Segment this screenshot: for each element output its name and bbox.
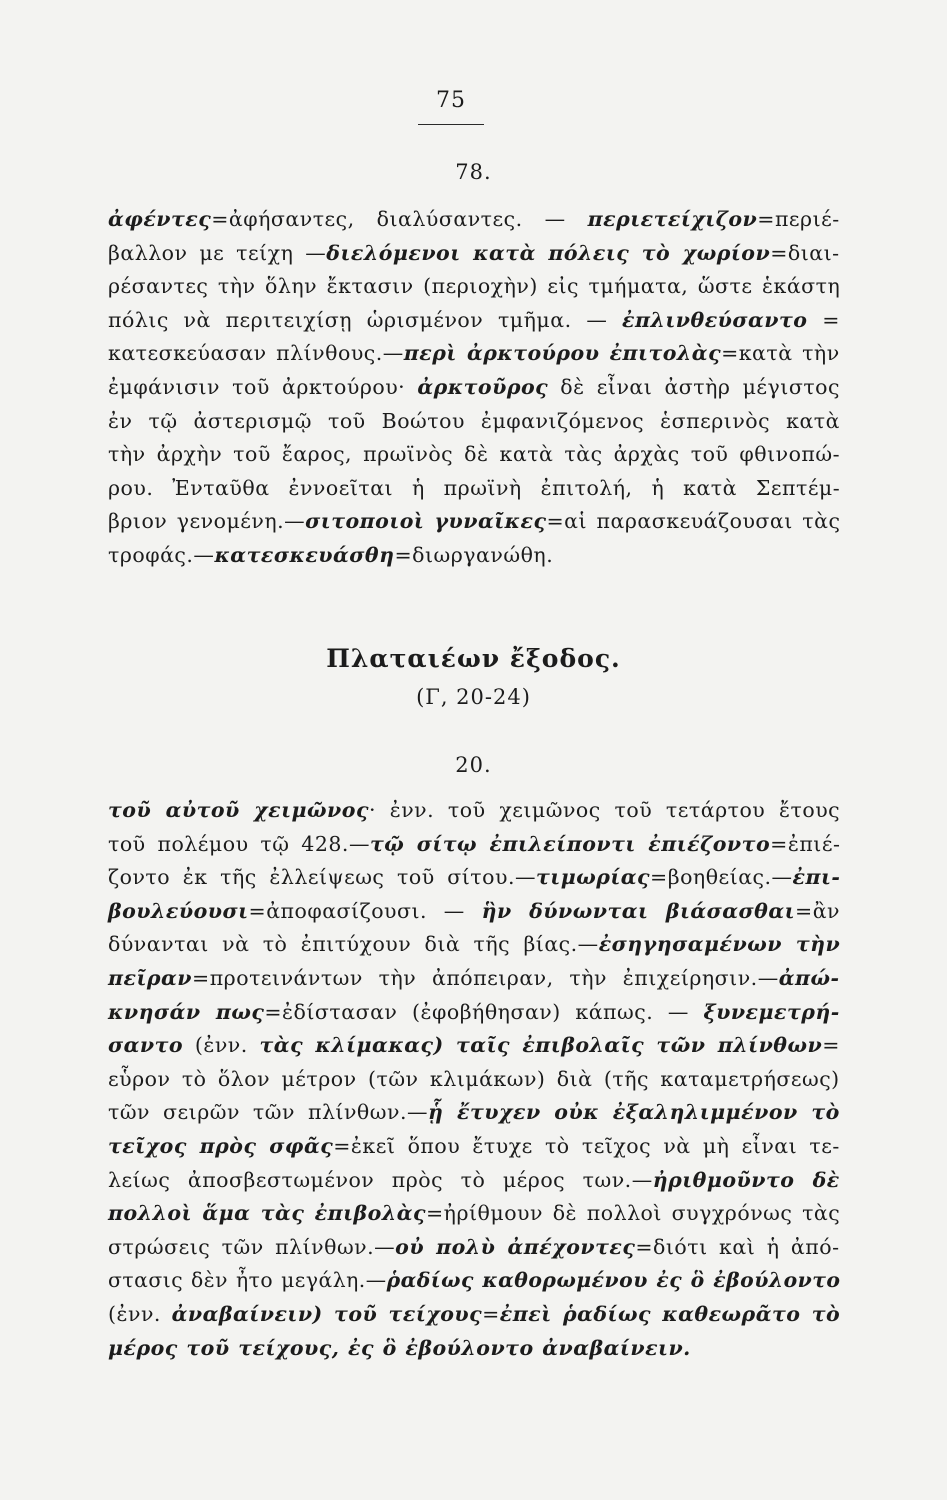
gloss-text: =ἂν xyxy=(795,898,840,923)
lemma-term: κατεσκευάσθη xyxy=(214,542,395,567)
gloss-text: =ἐπιέ- xyxy=(770,831,841,856)
lemma-term: τὰς κλίμακας) ταῖς ἐπιβολαῖς τῶν πλίνθων xyxy=(259,1033,823,1058)
text-line xyxy=(108,1197,840,1231)
gloss-text: =διαι- xyxy=(770,240,840,265)
gloss-text: τοῦ πολέμου τῷ 428.— xyxy=(108,831,370,856)
text-line xyxy=(108,1063,840,1097)
gloss-text: =ἠρίθμουν δὲ πολλοὶ συγχρόνως τὰς xyxy=(425,1201,841,1226)
page-number: 75 xyxy=(436,88,466,113)
lemma-term: ἣν δύνωνται βιάσασθαι xyxy=(481,898,796,923)
lemma-term: ᾗ ἔτυχεν οὐκ ἐξαληλιμμένον τὸ xyxy=(427,1100,840,1125)
lemma-term: μέρος τοῦ τείχους, ἐς ὃ ἐβούλοντο ἀναβαίνειν. xyxy=(108,1335,691,1360)
gloss-text: ζοντο ἐκ τῆς ἐλλείψεως τοῦ σίτου.— xyxy=(108,865,536,890)
gloss-text: τὴν ἀρχὴν τοῦ ἔαρος, πρωϊνὸς δὲ κατὰ τὰς ἀρχὰς τοῦ φθινοπώ- xyxy=(108,442,841,467)
gloss-text: =ἐκεῖ ὅπου ἔτυχε τὸ τεῖχος νὰ μὴ εἶναι τε- xyxy=(333,1133,840,1158)
lemma-term: ξυνεμετρή- xyxy=(703,999,840,1024)
gloss-text: = xyxy=(482,1301,500,1326)
gloss-text: ρου. Ἐνταῦθα ἐννοεῖται ἡ πρωϊνὴ ἐπιτολή, ἡ κατὰ Σεπτέμ- xyxy=(108,475,841,500)
gloss-text: κατεσκεύασαν πλίνθους.— xyxy=(108,341,404,366)
gloss-text: στασις δὲν ἦτο μεγάλη.— xyxy=(108,1268,387,1293)
gloss-text: =ἐδίστασαν (ἐφοβήθησαν) κάπως. — xyxy=(264,999,704,1024)
gloss-text: δύνανται νὰ τὸ ἐπιτύχουν διὰ τῆς βίας.— xyxy=(108,932,599,957)
gloss-text: βριον γενομένη.— xyxy=(108,509,306,534)
lemma-term: τεῖχος πρὸς σφᾶς xyxy=(108,1133,334,1158)
gloss-text: τῶν σειρῶν τῶν πλίνθων.— xyxy=(108,1100,428,1125)
gloss-text: δὲ εἶναι ἀστὴρ μέγιστος xyxy=(548,374,840,399)
text-line xyxy=(108,1096,840,1130)
text-line xyxy=(108,1298,840,1332)
gloss-text: (ἐνν. xyxy=(183,1033,260,1058)
lemma-term: πολλοὶ ἅμα τὰς ἐπιβολὰς xyxy=(108,1201,426,1226)
lemma-term: ἀρκτοῦρος xyxy=(417,374,549,399)
text-line xyxy=(108,337,840,371)
lemma-term: ῥαδίως καθορωμένου ἐς ὃ ἐβούλοντο xyxy=(386,1268,841,1293)
text-line xyxy=(108,861,840,895)
text-line xyxy=(108,794,840,828)
gloss-text: =προτεινάντων τὴν ἀπόπειραν, τὴν ἐπιχείρησιν.— xyxy=(192,965,779,990)
text-line xyxy=(108,895,840,929)
gloss-text: στρώσεις τῶν πλίνθων.— xyxy=(108,1234,396,1259)
text-line xyxy=(108,928,840,962)
text-line xyxy=(108,472,840,506)
gloss-text: =αἱ παρασκευάζουσαι τὰς xyxy=(546,509,841,534)
lemma-term: τοῦ αὐτοῦ χειμῶνος xyxy=(108,798,369,822)
lemma-term: ἀφέντες xyxy=(108,207,212,231)
text-line xyxy=(108,828,840,862)
text-line xyxy=(108,270,840,304)
gloss-text: εὗρον τὸ ὅλον μέτρον (τῶν κλιμάκων) διὰ (τῆς καταμετρήσεως) xyxy=(108,1066,840,1091)
gloss-text: ἐν τῷ ἀστερισμῷ τοῦ Βοώτου ἐμφανιζόμενος ἑσπερινὸς κατὰ xyxy=(108,408,840,433)
text-line xyxy=(108,405,840,439)
gloss-text: · ἐνν. τοῦ χειμῶνος τοῦ τετάρτου ἔτους xyxy=(368,798,841,822)
gloss-text: πόλις νὰ περιτειχίσῃ ὡρισμένον τμῆμα. — xyxy=(108,307,623,332)
lemma-term: σαντο xyxy=(108,1033,184,1058)
gloss-text: (ἐνν. xyxy=(108,1301,172,1326)
gloss-text: =κατὰ τὴν xyxy=(721,341,840,366)
text-line xyxy=(108,237,840,271)
section-78-text xyxy=(108,203,840,573)
gloss-text: =διότι καὶ ἡ ἀπό- xyxy=(635,1234,840,1259)
lemma-term: ἀναβαίνειν) τοῦ τείχους xyxy=(171,1301,483,1326)
lemma-term: περὶ ἀρκτούρου ἐπιτολὰς xyxy=(403,341,722,366)
gloss-text: = xyxy=(822,1033,840,1058)
text-line xyxy=(108,505,840,539)
text-line xyxy=(108,1164,840,1198)
gloss-text: =διωργανώθη. xyxy=(394,542,554,567)
gloss-text: ρέσαντες τὴν ὅλην ἔκτασιν (περιοχὴν) εἰς τμήματα, ὥστε ἑκάστη xyxy=(108,274,841,299)
gloss-text: = xyxy=(807,307,840,332)
chapter-reference: (Γ, 20-24) xyxy=(416,685,531,709)
text-line xyxy=(108,1231,840,1265)
lemma-term: ἐπλινθεύσαντο xyxy=(622,307,808,332)
text-line xyxy=(108,962,840,996)
lemma-term: ἐπι- xyxy=(792,865,841,890)
gloss-text: =ἀποφασίζουσι. — xyxy=(248,898,482,923)
lemma-term: ἀπώ- xyxy=(778,965,840,990)
text-line xyxy=(108,996,840,1030)
lemma-term: ἠριθμοῦντο δὲ xyxy=(652,1167,840,1192)
lemma-term: τῷ σίτῳ ἐπιλείποντι ἐπιέζοντο xyxy=(369,831,771,856)
gloss-text: λείως ἀποσβεστωμένον πρὸς τὸ μέρος των.— xyxy=(108,1167,653,1192)
lemma-term: τιμωρίας xyxy=(535,865,651,890)
chapter-heading: Πλαταιέων ἔξοδος. xyxy=(326,644,621,673)
text-line xyxy=(108,203,840,237)
text-line xyxy=(108,1264,841,1298)
text-line xyxy=(108,438,840,472)
gloss-text: =περιέ- xyxy=(757,207,840,231)
gloss-text: τροφάς.— xyxy=(108,542,215,567)
text-line xyxy=(108,304,840,338)
section-number-78: 78. xyxy=(455,160,492,184)
lemma-term: ἐσηγησαμένων τὴν xyxy=(598,932,841,957)
gloss-text: =βοηθείας.— xyxy=(650,865,793,890)
text-line xyxy=(108,539,840,573)
lemma-term: κνησάν πως xyxy=(108,999,265,1024)
lemma-term: περιετείχιζον xyxy=(587,207,758,231)
text-line xyxy=(108,1332,840,1366)
lemma-term: βουλεύουσι xyxy=(108,898,249,923)
lemma-term: διελόμενοι κατὰ πόλεις τὸ χωρίον xyxy=(326,240,771,265)
lemma-term: ἐπεὶ ῥαδίως καθεωρᾶτο τὸ xyxy=(499,1301,841,1326)
lemma-term: οὐ πολὺ ἀπέχοντες xyxy=(395,1234,636,1259)
text-line xyxy=(108,371,840,405)
section-number-20: 20. xyxy=(455,753,492,777)
gloss-text: ἐμφάνισιν τοῦ ἀρκτούρου· xyxy=(108,374,418,399)
gloss-text: =ἀφήσαντες, διαλύσαντες. — xyxy=(211,207,588,231)
lemma-term: σιτοποιοὶ γυναῖκες xyxy=(305,509,547,534)
lemma-term: πεῖραν xyxy=(108,965,193,990)
gloss-text: βαλλον με τείχη — xyxy=(108,240,327,265)
text-line xyxy=(108,1130,840,1164)
section-20-text xyxy=(108,794,840,1365)
page-number-rule xyxy=(418,124,484,125)
text-line xyxy=(108,1029,840,1063)
